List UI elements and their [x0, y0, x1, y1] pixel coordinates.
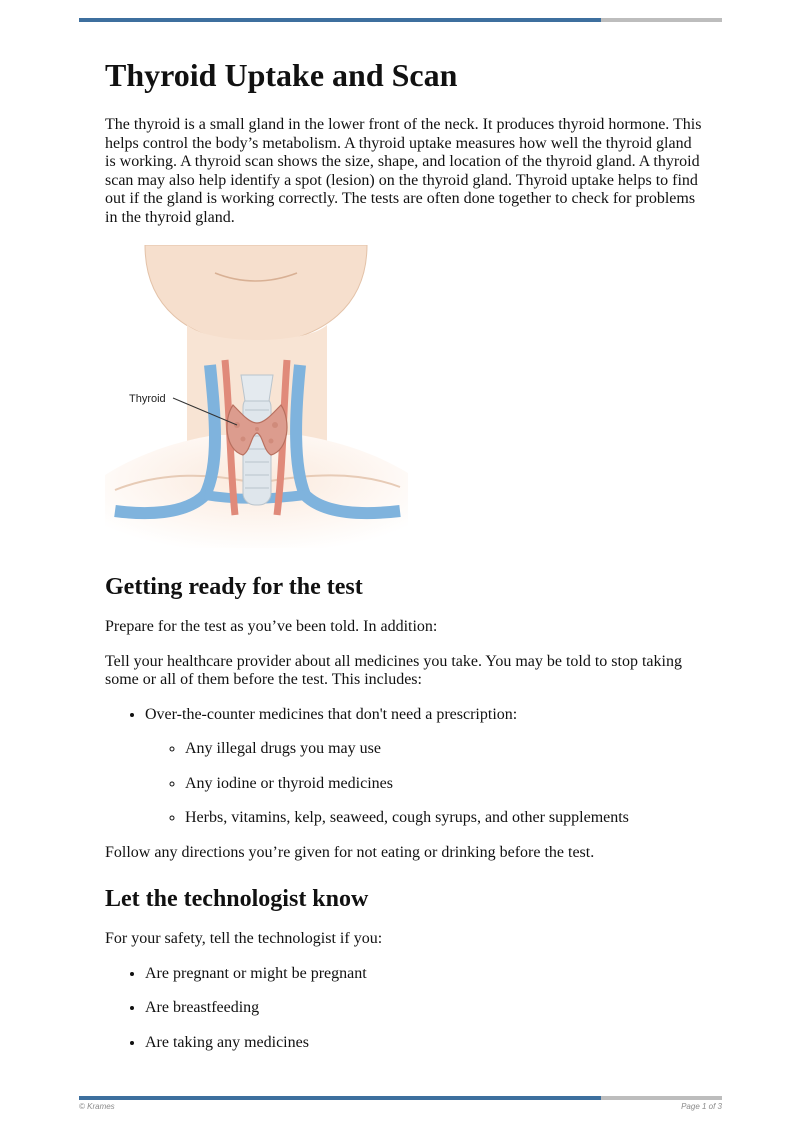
section-heading-getting-ready: Getting ready for the test [105, 574, 363, 600]
header-rule-grey [601, 18, 722, 22]
technologist-intro: For your safety, tell the technologist if you: [105, 930, 383, 947]
safety-list [105, 965, 705, 1053]
getting-ready-intro: Prepare for the test as you’ve been told. In addition: [105, 618, 438, 635]
section-heading-technologist: Let the technologist know [105, 886, 369, 912]
header-rule-accent [79, 18, 601, 22]
thyroid-illustration [105, 245, 408, 548]
footer-copyright: © Krames [79, 1102, 115, 1111]
list-item: ◦ Any illegal drugs you may use [185, 740, 705, 759]
page-title: Thyroid Uptake and Scan [105, 57, 458, 93]
list-item: • Are taking any medicines [145, 1034, 705, 1053]
list-item: ◦ Any iodine or thyroid medicines [185, 775, 705, 794]
list-item: • Are pregnant or might be pregnant [145, 965, 705, 984]
footer-rule [79, 1096, 722, 1100]
document-body [105, 56, 705, 1068]
medicines-list [105, 706, 705, 828]
list-item [145, 706, 705, 828]
list-item: ◦ Herbs, vitamins, kelp, seaweed, cough syrups, and other supplements [185, 809, 705, 828]
otc-bullet-text: Over-the-counter medicines that don't need a prescription: [145, 705, 518, 723]
footer-rule-accent [79, 1096, 601, 1100]
fasting-paragraph: Follow any directions you’re given for not eating or drinking before the test. [105, 843, 595, 861]
footer-rule-grey [601, 1096, 722, 1100]
list-item: • Are breastfeeding [145, 999, 705, 1018]
thyroid-label: Thyroid [129, 393, 166, 405]
medicines-paragraph: Tell your healthcare provider about all medicines you take. You may be told to stop taking some or all of them before the test. This includes: [105, 652, 682, 688]
footer-page-number: Page 1 of 3 [681, 1102, 722, 1111]
medicines-sublist [145, 740, 705, 828]
intro-paragraph: The thyroid is a small gland in the lower front of the neck. It produces thyroid hormone. This helps control the body’s metabolism. A thyroid uptake measures how well the thyroid gland is working. A thyroid scan shows the size, shape, and location of the thyroid gland. A thyroid scan may also help identify a spot (lesion) on the thyroid gland. Thyroid uptake helps to find out if the gland is working correctly. The tests are often done together to check for problems in the thyroid gland. [105, 116, 702, 226]
header-rule [79, 18, 722, 22]
